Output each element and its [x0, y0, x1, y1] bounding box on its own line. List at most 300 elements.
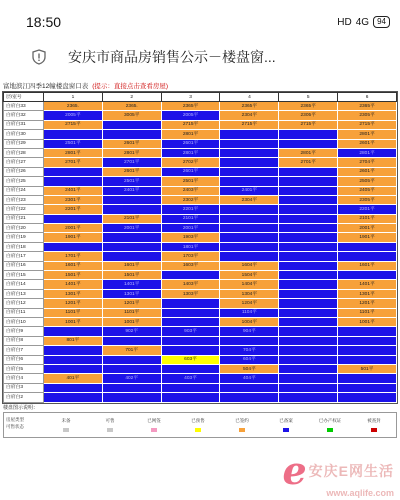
unit-cell[interactable] — [102, 355, 161, 364]
unit-cell[interactable]: 2365平 — [220, 102, 279, 111]
floor-label: 白府白17 — [4, 252, 44, 261]
unit-cell[interactable]: 402平 — [102, 374, 161, 383]
unit-cell[interactable] — [161, 317, 220, 326]
unit-cell[interactable]: 1401平 — [44, 280, 103, 289]
unit-cell[interactable] — [338, 336, 397, 345]
unit-cell[interactable]: 2301平 — [44, 195, 103, 204]
unit-cell[interactable]: 704平 — [220, 346, 279, 355]
unit-cell[interactable] — [44, 364, 103, 373]
unit-cell[interactable]: 2601平 — [338, 139, 397, 148]
floor-label: 白府白15 — [4, 271, 44, 280]
unit-cell[interactable]: 1301平 — [44, 289, 103, 298]
unit-cell[interactable] — [279, 261, 338, 270]
unit-cell[interactable]: 2715平 — [338, 120, 397, 129]
unit-cell[interactable]: 801平 — [44, 336, 103, 345]
unit-cell[interactable] — [279, 177, 338, 186]
unit-cell[interactable] — [161, 383, 220, 392]
unit-cell[interactable]: 1501平 — [44, 271, 103, 280]
floor-label: 白府白7 — [4, 346, 44, 355]
unit-cell[interactable] — [220, 383, 279, 392]
unit-cell[interactable] — [279, 336, 338, 345]
unit-cell[interactable]: 1403平 — [161, 280, 220, 289]
floor-label: 白府白32 — [4, 111, 44, 120]
unit-cell[interactable]: 2601平 — [102, 139, 161, 148]
unit-cell[interactable] — [279, 252, 338, 261]
table-row — [4, 111, 397, 120]
table-row — [4, 346, 397, 355]
unit-cell[interactable]: 902平 — [102, 327, 161, 336]
unit-cell[interactable]: 1601平 — [338, 261, 397, 270]
unit-cell[interactable]: 2001平 — [161, 224, 220, 233]
unit-cell[interactable]: 2801平 — [279, 148, 338, 157]
floor-label: 白府白12 — [4, 299, 44, 308]
unit-cell[interactable]: 2305平 — [338, 111, 397, 120]
unit-cell[interactable]: 2401平 — [44, 186, 103, 195]
legend-label: 可售 — [105, 417, 115, 423]
table-row — [4, 186, 397, 195]
unit-cell[interactable]: 903平 — [161, 327, 220, 336]
unit-cell[interactable] — [161, 308, 220, 317]
legend-header-status: 可售状态 — [6, 423, 24, 429]
unit-cell[interactable] — [102, 130, 161, 139]
unit-cell[interactable]: 2365. — [102, 102, 161, 111]
unit-cell[interactable] — [279, 308, 338, 317]
unit-cell[interactable] — [279, 130, 338, 139]
table-row — [4, 393, 397, 402]
unit-cell[interactable] — [102, 393, 161, 402]
floor-label: 白府白11 — [4, 308, 44, 317]
legend-header — [4, 413, 44, 437]
legend-item — [132, 413, 176, 437]
unit-cell[interactable]: 1404平 — [220, 280, 279, 289]
legend-label: 被查封 — [367, 417, 381, 423]
column-header: 1 — [44, 93, 103, 102]
table-row — [4, 355, 397, 364]
unit-cell[interactable]: 2001平 — [44, 224, 103, 233]
column-header: 3 — [161, 93, 220, 102]
unit-cell[interactable]: 1001平 — [102, 317, 161, 326]
unit-cell[interactable] — [279, 355, 338, 364]
table-row — [4, 364, 397, 373]
column-header: 2 — [102, 93, 161, 102]
unit-cell[interactable] — [102, 242, 161, 251]
unit-cell[interactable]: 2101平 — [102, 214, 161, 223]
floor-label: 白府白16 — [4, 261, 44, 270]
floor-label: 白府白19 — [4, 233, 44, 242]
unit-cell[interactable]: 1901平 — [44, 233, 103, 242]
unit-cell[interactable]: 2701平 — [279, 158, 338, 167]
floor-label: 白府白23 — [4, 195, 44, 204]
unit-cell[interactable]: 1101平 — [44, 308, 103, 317]
unit-cell[interactable]: 2601平 — [161, 167, 220, 176]
unit-cell[interactable]: 1903平 — [161, 233, 220, 242]
table-row — [4, 167, 397, 176]
unit-cell[interactable] — [279, 289, 338, 298]
unit-cell[interactable] — [220, 252, 279, 261]
legend-items — [44, 413, 396, 437]
legend-item — [308, 413, 352, 437]
unit-cell[interactable] — [279, 186, 338, 195]
legend-label: 已办产权证 — [318, 417, 342, 423]
column-header-row — [4, 93, 397, 102]
unit-cell[interactable]: 501平 — [338, 364, 397, 373]
floor-label: 白府白3 — [4, 383, 44, 392]
unit-cell[interactable]: 1001平 — [338, 317, 397, 326]
unit-cell[interactable]: 2365平 — [338, 102, 397, 111]
floor-label: 白府白9 — [4, 327, 44, 336]
unit-cell[interactable]: 2715平 — [161, 120, 220, 129]
floor-label: 白府白31 — [4, 120, 44, 129]
legend-label: 已网签 — [147, 417, 161, 423]
table-note: (提示：直接点击查看房屋) — [92, 82, 169, 90]
unit-cell[interactable]: 2702平 — [161, 158, 220, 167]
unit-cell[interactable] — [44, 177, 103, 186]
unit-cell[interactable]: 2704平 — [338, 158, 397, 167]
unit-cell[interactable]: 2201平 — [338, 205, 397, 214]
floor-label: 白府白8 — [4, 336, 44, 345]
page-content — [3, 78, 397, 438]
unit-cell[interactable]: 1304平 — [220, 289, 279, 298]
unit-cell[interactable] — [220, 177, 279, 186]
unit-cell[interactable]: 2501平 — [161, 177, 220, 186]
unit-cell[interactable]: 2501平 — [44, 139, 103, 148]
unit-cell[interactable]: 403平 — [161, 374, 220, 383]
unit-cell[interactable]: 2365平 — [279, 102, 338, 111]
unit-cell[interactable] — [220, 233, 279, 242]
unit-cell[interactable]: 1301平 — [102, 289, 161, 298]
legend-swatch — [327, 428, 333, 432]
unit-cell[interactable]: 2401平 — [220, 186, 279, 195]
legend-item — [352, 413, 396, 437]
unit-cell[interactable] — [161, 364, 220, 373]
table-header — [3, 78, 397, 92]
table-row — [4, 130, 397, 139]
unit-cell[interactable]: 504平 — [220, 364, 279, 373]
legend — [3, 412, 397, 438]
unit-cell[interactable] — [279, 383, 338, 392]
unit-cell[interactable]: 2001平 — [338, 224, 397, 233]
unit-cell[interactable] — [279, 327, 338, 336]
unit-cell[interactable]: 2801平 — [338, 148, 397, 157]
unit-cell[interactable]: 1101平 — [102, 308, 161, 317]
unit-cell[interactable]: 2101平 — [338, 214, 397, 223]
unit-cell[interactable]: 2601平 — [338, 167, 397, 176]
legend-swatch — [239, 428, 245, 432]
unit-cell[interactable] — [279, 374, 338, 383]
unit-cell[interactable]: 2001平 — [102, 224, 161, 233]
unit-cell[interactable] — [279, 364, 338, 373]
unit-cell[interactable]: 2801平 — [44, 148, 103, 157]
unit-cell[interactable] — [220, 158, 279, 167]
table-row — [4, 205, 397, 214]
table-row — [4, 224, 397, 233]
unit-cell[interactable] — [279, 205, 338, 214]
unit-cell[interactable] — [220, 130, 279, 139]
unit-cell[interactable] — [102, 252, 161, 261]
unit-cell[interactable] — [338, 242, 397, 251]
unit-cell[interactable] — [161, 299, 220, 308]
unit-cell[interactable]: 2715平 — [279, 120, 338, 129]
unit-grid — [3, 92, 397, 403]
floor-label: 白府白24 — [4, 186, 44, 195]
unit-cell[interactable] — [220, 214, 279, 223]
table-row — [4, 177, 397, 186]
shield-warning-icon[interactable] — [32, 49, 46, 65]
unit-cell[interactable]: 1201平 — [44, 299, 103, 308]
legend-item — [44, 413, 88, 437]
legend-swatch — [195, 428, 201, 432]
unit-cell[interactable]: 1801平 — [161, 242, 220, 251]
unit-cell[interactable] — [279, 195, 338, 204]
legend-label: 已备案 — [279, 417, 293, 423]
table-row — [4, 102, 397, 111]
table-row — [4, 308, 397, 317]
unit-cell[interactable]: 904平 — [220, 327, 279, 336]
legend-label: 未备 — [61, 417, 71, 423]
unit-cell[interactable]: 1601平 — [44, 261, 103, 270]
floor-label: 白府白6 — [4, 355, 44, 364]
unit-cell[interactable] — [161, 336, 220, 345]
unit-cell[interactable] — [161, 393, 220, 402]
unit-cell[interactable] — [338, 355, 397, 364]
unit-cell[interactable]: 401平 — [44, 374, 103, 383]
floor-label: 白府白25 — [4, 177, 44, 186]
legend-item — [264, 413, 308, 437]
unit-cell[interactable]: 701平 — [102, 346, 161, 355]
unit-cell[interactable] — [220, 242, 279, 251]
unit-cell[interactable] — [44, 327, 103, 336]
unit-cell[interactable]: 2505平 — [338, 177, 397, 186]
table-row — [4, 336, 397, 345]
unit-cell[interactable] — [44, 346, 103, 355]
legend-swatch — [151, 428, 157, 432]
table-row — [4, 327, 397, 336]
table-row — [4, 195, 397, 204]
unit-cell[interactable] — [279, 317, 338, 326]
unit-cell[interactable]: 603平 — [161, 355, 220, 364]
unit-cell[interactable]: 2101平 — [161, 214, 220, 223]
floor-label: 白府白18 — [4, 242, 44, 251]
unit-cell[interactable] — [338, 346, 397, 355]
unit-cell[interactable] — [279, 233, 338, 242]
unit-cell[interactable] — [220, 336, 279, 345]
unit-cell[interactable]: 2501平 — [102, 177, 161, 186]
unit-cell[interactable] — [220, 205, 279, 214]
unit-cell[interactable] — [220, 139, 279, 148]
unit-cell[interactable]: 2005平 — [161, 111, 220, 120]
unit-cell[interactable]: 1401平 — [102, 280, 161, 289]
unit-cell[interactable] — [102, 383, 161, 392]
legend-item — [220, 413, 264, 437]
unit-cell[interactable] — [220, 167, 279, 176]
unit-cell[interactable] — [161, 271, 220, 280]
unit-cell[interactable] — [338, 383, 397, 392]
unit-cell[interactable] — [44, 214, 103, 223]
column-header: 6 — [338, 93, 397, 102]
legend-swatch — [107, 428, 113, 432]
unit-cell[interactable]: 2801平 — [102, 148, 161, 157]
unit-cell[interactable]: 2601平 — [102, 167, 161, 176]
table-row — [4, 383, 397, 392]
legend-item — [176, 413, 220, 437]
unit-cell[interactable] — [44, 383, 103, 392]
unit-cell[interactable]: 1401平 — [338, 280, 397, 289]
clock: 18:50 — [26, 14, 62, 30]
unit-cell[interactable]: 2304平 — [220, 195, 279, 204]
legend-header-type: 房屋类型 — [6, 416, 24, 422]
unit-cell[interactable]: 3005平 — [102, 111, 161, 120]
unit-cell[interactable] — [338, 393, 397, 402]
floor-label: 白府白30 — [4, 130, 44, 139]
unit-cell[interactable]: 2801平 — [338, 130, 397, 139]
unit-cell[interactable] — [279, 242, 338, 251]
unit-cell[interactable]: 2701平 — [102, 158, 161, 167]
unit-cell[interactable]: 2403平 — [161, 186, 220, 195]
unit-cell[interactable] — [102, 364, 161, 373]
battery-icon: 94 — [373, 16, 390, 28]
floor-label: 白府白20 — [4, 224, 44, 233]
unit-cell[interactable]: 1703平 — [161, 252, 220, 261]
unit-cell[interactable]: 1303平 — [161, 289, 220, 298]
unit-cell[interactable]: 1004平 — [220, 317, 279, 326]
status-bar — [0, 0, 400, 44]
unit-cell[interactable]: 1701平 — [44, 252, 103, 261]
page-title: 安庆市商品房销售公示－楼盘窗... — [68, 49, 276, 65]
unit-cell[interactable] — [102, 195, 161, 204]
unit-cell[interactable] — [44, 242, 103, 251]
unit-cell[interactable] — [102, 205, 161, 214]
unit-cell[interactable] — [279, 167, 338, 176]
signal-icon: 4G — [355, 16, 370, 28]
unit-cell[interactable] — [220, 148, 279, 157]
unit-cell[interactable] — [44, 130, 103, 139]
unit-cell[interactable]: 1204平 — [220, 299, 279, 308]
unit-cell[interactable] — [279, 299, 338, 308]
unit-cell[interactable] — [338, 271, 397, 280]
unit-cell[interactable]: 2701平 — [44, 158, 103, 167]
legend-swatch — [63, 428, 69, 432]
unit-cell[interactable] — [338, 374, 397, 383]
unit-cell[interactable]: 2801平 — [161, 130, 220, 139]
unit-cell[interactable] — [279, 280, 338, 289]
table-row — [4, 214, 397, 223]
table-row — [4, 252, 397, 261]
table-row — [4, 158, 397, 167]
unit-cell[interactable]: 2715平 — [44, 120, 103, 129]
unit-cell[interactable] — [279, 346, 338, 355]
unit-cell[interactable] — [279, 224, 338, 233]
legend-swatch — [371, 428, 377, 432]
unit-cell[interactable] — [279, 139, 338, 148]
table-row — [4, 299, 397, 308]
unit-cell[interactable]: 1201平 — [338, 299, 397, 308]
unit-cell[interactable] — [338, 252, 397, 261]
legend-item — [88, 413, 132, 437]
floor-label: 白府白28 — [4, 148, 44, 157]
unit-cell[interactable] — [338, 327, 397, 336]
unit-cell[interactable]: 2201平 — [44, 205, 103, 214]
unit-cell[interactable]: 1601平 — [102, 261, 161, 270]
table-row — [4, 148, 397, 157]
legend-label: 已预售 — [191, 417, 205, 423]
unit-cell[interactable]: 2304平 — [220, 111, 279, 120]
unit-cell[interactable]: 1901平 — [338, 233, 397, 242]
unit-cell[interactable]: 2401平 — [102, 186, 161, 195]
unit-cell[interactable] — [102, 336, 161, 345]
legend-swatch — [283, 428, 289, 432]
unit-cell[interactable] — [44, 393, 103, 402]
watermark-logo-icon: e — [282, 448, 307, 493]
floor-label: 白府白29 — [4, 139, 44, 148]
legend-title: 楼盘图示说明： — [3, 404, 39, 411]
unit-cell[interactable] — [102, 233, 161, 242]
unit-cell[interactable]: 2365. — [44, 102, 103, 111]
floor-label: 白府白26 — [4, 167, 44, 176]
unit-cell[interactable]: 1201平 — [102, 299, 161, 308]
floor-label: 白府白27 — [4, 158, 44, 167]
floor-label: 白府白10 — [4, 317, 44, 326]
browser-title-bar — [0, 44, 400, 70]
corner-header: 层\室号 — [4, 93, 44, 102]
unit-cell[interactable]: 1603平 — [161, 261, 220, 270]
unit-cell[interactable]: 404平 — [220, 374, 279, 383]
unit-cell[interactable]: 2801平 — [161, 148, 220, 157]
unit-cell[interactable]: 2405平 — [338, 186, 397, 195]
table-row — [4, 261, 397, 270]
unit-cell[interactable]: 1001平 — [44, 317, 103, 326]
unit-cell[interactable]: 2305平 — [338, 195, 397, 204]
unit-cell[interactable]: 2715平 — [220, 120, 279, 129]
table-row — [4, 271, 397, 280]
unit-cell[interactable]: 2305平 — [279, 111, 338, 120]
status-icons — [337, 16, 390, 28]
floor-label: 白府白2 — [4, 393, 44, 402]
unit-cell[interactable]: 1504平 — [220, 271, 279, 280]
watermark-name: 安庆E网生活 — [308, 463, 394, 479]
floor-label: 白府白21 — [4, 214, 44, 223]
unit-cell[interactable]: 2302平 — [161, 195, 220, 204]
unit-cell[interactable]: 2005平 — [44, 111, 103, 120]
legend-label: 已签约 — [235, 417, 249, 423]
unit-cell[interactable]: 604平 — [220, 355, 279, 364]
hd-indicator: HD — [337, 16, 352, 28]
unit-cell[interactable]: 1101平 — [338, 308, 397, 317]
unit-cell[interactable] — [279, 271, 338, 280]
floor-label: 白府白5 — [4, 364, 44, 373]
unit-cell[interactable] — [220, 393, 279, 402]
unit-cell[interactable] — [279, 214, 338, 223]
unit-cell[interactable] — [44, 167, 103, 176]
column-header: 4 — [220, 93, 279, 102]
unit-cell[interactable] — [220, 224, 279, 233]
unit-cell[interactable]: 2365平 — [161, 102, 220, 111]
table-title: 富地滨江四季12幢楼盘窗口表 — [3, 82, 89, 90]
unit-cell[interactable] — [102, 120, 161, 129]
table-row — [4, 233, 397, 242]
floor-label: 白府白13 — [4, 289, 44, 298]
unit-cell[interactable]: 1501平 — [102, 271, 161, 280]
unit-cell[interactable]: 1104平 — [220, 308, 279, 317]
unit-cell[interactable]: 1604平 — [220, 261, 279, 270]
unit-cell[interactable]: 2601平 — [161, 139, 220, 148]
unit-cell[interactable]: 1301平 — [338, 289, 397, 298]
unit-cell[interactable]: 2201平 — [161, 205, 220, 214]
unit-cell[interactable] — [279, 393, 338, 402]
unit-cell[interactable] — [44, 355, 103, 364]
table-row — [4, 120, 397, 129]
unit-cell[interactable] — [161, 346, 220, 355]
table-row — [4, 374, 397, 383]
